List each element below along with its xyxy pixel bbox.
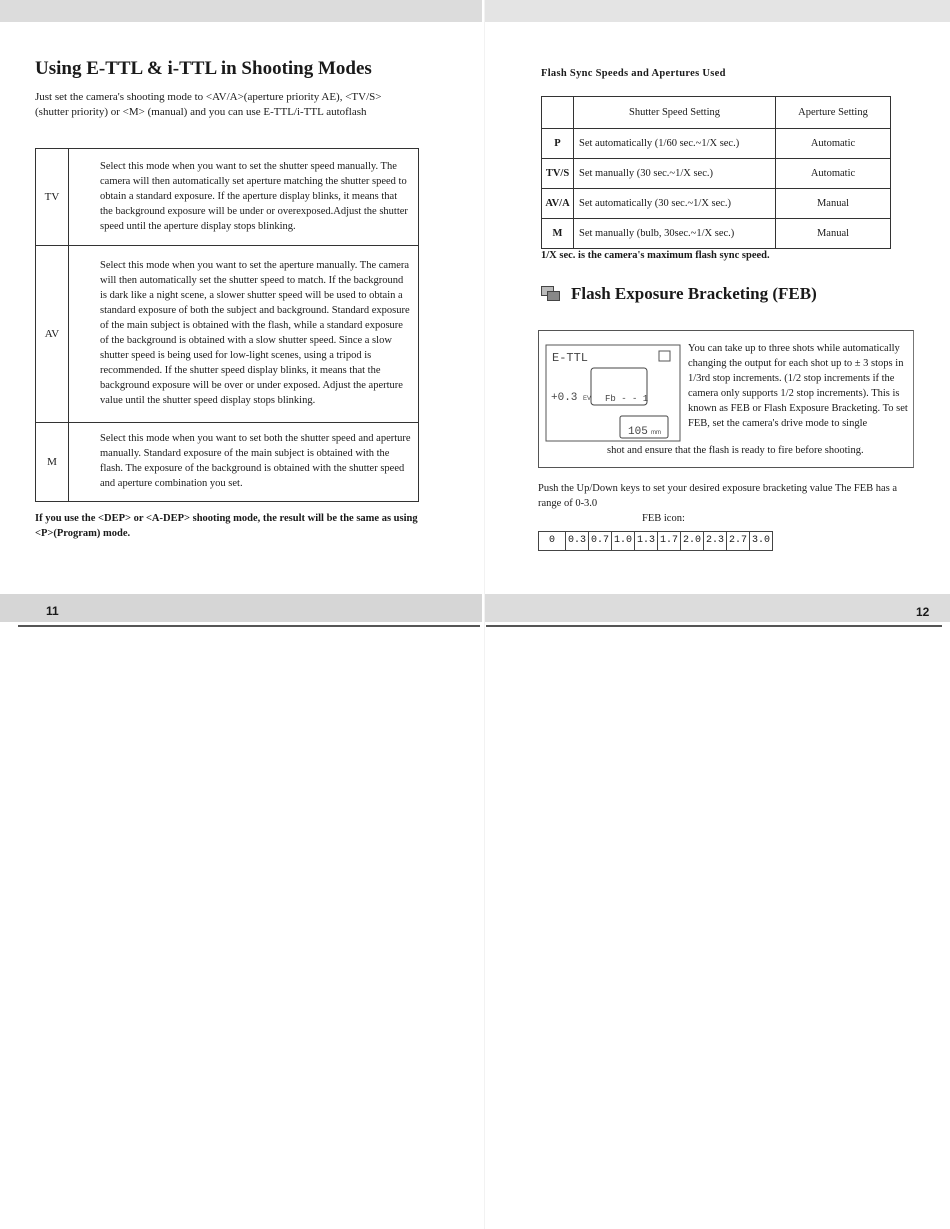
table-row [542, 189, 891, 219]
feb-title: Flash Exposure Bracketing (FEB) [571, 284, 817, 303]
feb-value: 3.0 [751, 535, 770, 546]
feb-heading [541, 284, 817, 304]
column-header: Shutter Speed Setting [574, 97, 776, 129]
mode-cell: P [542, 129, 574, 159]
feb-value: 0 [539, 532, 566, 550]
top-band-left [0, 0, 482, 22]
lcd-feb-text: Fb - - 1 [605, 394, 649, 404]
table-header-row [542, 97, 891, 129]
sync-note: 1/X sec. is the camera's maximum flash sync speed. [541, 250, 770, 261]
feb-icon-label: FEB icon: [642, 513, 685, 524]
table-row [36, 149, 419, 246]
lcd-ev-unit: EV [583, 396, 592, 402]
page-title: Using E-TTL & i-TTL in Shooting Modes [35, 58, 372, 79]
footer-band-left [0, 594, 482, 622]
intro-paragraph: Just set the camera's shooting mode to <AV/A>(aperture priority AE), <TV/S>(shutter priority) or <M> (manual) and you can use E-TTL/i-TTL autoflash [35, 91, 382, 118]
mode-description: Select this mode when you want to set both the shutter speed and aperture manually. Standard exposure of the main subject is obtained with the flash. The exposure of the background is obtained with the shutter speed and aperture combination you set. [69, 423, 419, 502]
feb-icon [541, 286, 563, 302]
mode-label: M [36, 423, 69, 502]
shutter-cell: Set automatically (1/60 sec.~1/X sec.) [574, 129, 776, 159]
sync-table [541, 96, 891, 249]
lcd-display-illustration [545, 344, 681, 442]
table-row [542, 159, 891, 189]
footer-band-right [485, 594, 950, 622]
dep-note: If you use the <DEP> or <A-DEP> shooting mode, the result will be the same as using <P>(Program) mode. [35, 513, 418, 539]
lcd-mode-text: E-TTL [552, 351, 589, 365]
top-band-right [485, 0, 950, 22]
feb-value: 1.0 [612, 532, 635, 550]
mode-cell: TV/S [542, 159, 574, 189]
page-number-left: 11 [46, 604, 59, 618]
mode-label: AV [36, 246, 69, 423]
mode-cell: M [542, 219, 574, 249]
mode-label: TV [36, 149, 69, 246]
feb-value: 0.3 [566, 532, 589, 550]
aperture-cell: Manual [776, 219, 891, 249]
footer-rule-right [486, 625, 942, 627]
table-row [36, 423, 419, 502]
lcd-ev-text: +0.3 [551, 392, 578, 404]
aperture-cell: Automatic [776, 129, 891, 159]
push-keys-text: Push the Up/Down keys to set your desired exposure bracketing value The FEB has a range of 0-3.0 [538, 483, 898, 509]
feb-value: 1.7 [658, 532, 681, 550]
table-row [542, 129, 891, 159]
feb-value: 2.3 [704, 532, 727, 550]
lcd-zoom-unit: mm [651, 430, 661, 436]
aperture-cell: Manual [776, 189, 891, 219]
feb-description-tail: shot and ensure that the flash is ready to fire before shooting. [607, 445, 864, 456]
table-row [542, 219, 891, 249]
aperture-cell: Automatic [776, 159, 891, 189]
column-header [542, 97, 574, 129]
mode-description: Select this mode when you want to set the aperture manually. The camera will then automatically set the shutter speed to match. If the background is dark like a night scene, a slower shutter speed will be used to obtain a standard exposure of both the subject and background. Standard exposure of the main subject is obtained with the flash, while a standard exposure of the background is obtained with a slow shutter speed. Since a slow shutter speed is being used for low-light scenes, using a tripod is recommended. If the shutter speed display blinks, it means that the background exposure will be over or under exposed. Adjust the aperture value until the shutter speed display stops blinking. [69, 246, 419, 423]
table-row [36, 246, 419, 423]
shooting-modes-table [35, 148, 419, 502]
feb-value: 1.3 [635, 532, 658, 550]
feb-values-strip [538, 531, 773, 551]
shutter-cell: Set manually (bulb, 30sec.~1/X sec.) [574, 219, 776, 249]
footer-rule-left [18, 625, 480, 627]
sync-section-title: Flash Sync Speeds and Apertures Used [541, 68, 726, 79]
feb-description: You can take up to three shots while automatically changing the output for each shot up to ± 3 stops in 1/3rd stop increments. (1/2 stop increments if the camera only supports 1/2 stop increments). This is known as FEB or Flash Exposure Bracketing. To set FEB, set the camera's drive mode to single [688, 343, 908, 429]
feb-value: 2.0 [681, 532, 704, 550]
feb-value: 2.7 [727, 532, 750, 550]
page-number-right: 12 [916, 605, 930, 619]
mode-cell: AV/A [542, 189, 574, 219]
shutter-cell: Set automatically (30 sec.~1/X sec.) [574, 189, 776, 219]
lcd-zoom-text: 105 [628, 426, 648, 438]
feb-value: 0.7 [589, 532, 612, 550]
shutter-cell: Set manually (30 sec.~1/X sec.) [574, 159, 776, 189]
mode-description: Select this mode when you want to set the shutter speed manually. The camera will then automatically set aperture matching the shutter speed to obtain a standard exposure. If the aperture display blinks, it means that the background exposure will be under or overexposed.Adjust the shutter speed until the aperture display stops blinking. [69, 149, 419, 246]
column-header: Aperture Setting [776, 97, 891, 129]
